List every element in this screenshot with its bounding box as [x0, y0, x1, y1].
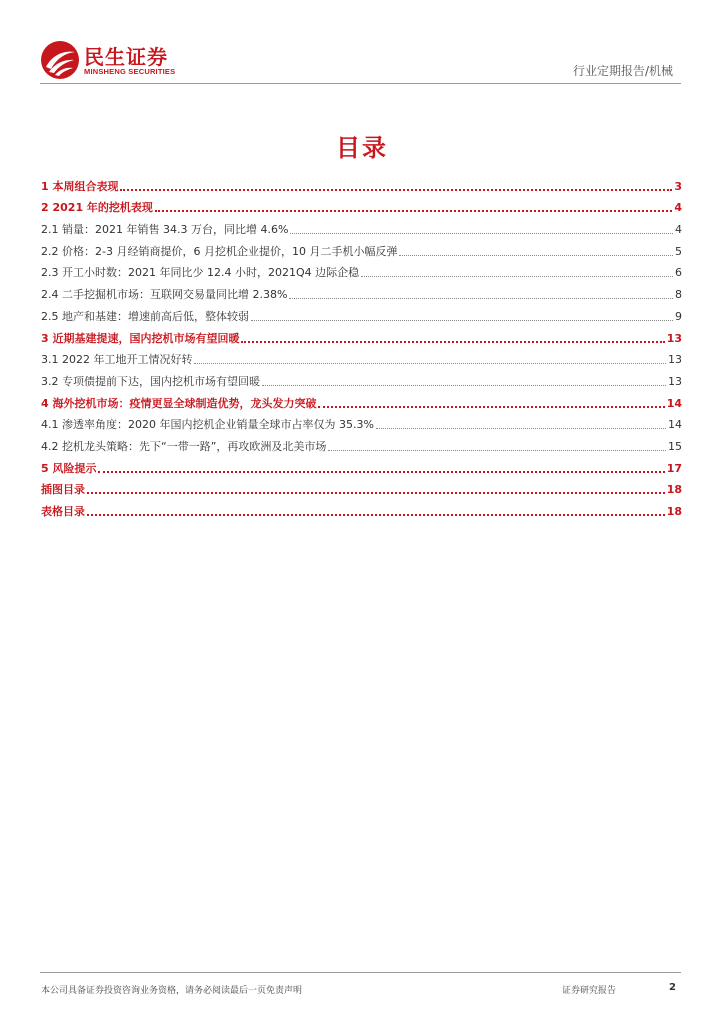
- toc-entry-page: 18: [666, 483, 682, 497]
- toc-entry-subsection[interactable]: [41, 411, 682, 433]
- toc-entry-page: 9: [675, 309, 682, 323]
- toc-entry-section[interactable]: [41, 172, 682, 194]
- toc-entry-title: 3.1 2022 年工地开工情况好转: [41, 353, 193, 367]
- footer-page-number: 2: [669, 982, 676, 993]
- toc-entry-title: 5 风险提示: [41, 461, 97, 475]
- toc-entry-page: 18: [666, 505, 682, 518]
- toc-dot-leader: [289, 298, 673, 299]
- toc-entry-section[interactable]: [41, 476, 682, 498]
- toc-dot-leader: [87, 514, 665, 516]
- logo-english-name: MINSHENG SECURITIES: [84, 67, 176, 76]
- toc-entry-title: 2 2021 年的挖机表现: [41, 201, 153, 215]
- table-of-contents: [41, 172, 682, 519]
- minsheng-logo-icon: [40, 40, 80, 80]
- footer-divider: [40, 972, 681, 973]
- toc-dot-leader: [98, 471, 664, 473]
- toc-entry-page: 6: [675, 266, 682, 280]
- toc-entry-subsection[interactable]: [41, 237, 682, 259]
- toc-entry-subsection[interactable]: [41, 215, 682, 237]
- toc-entry-title: 3.2 专项债提前下达，国内挖机市场有望回暖: [41, 374, 260, 388]
- toc-entry-page: 13: [668, 353, 682, 367]
- toc-dot-leader: [87, 492, 665, 494]
- toc-entry-page: 3: [674, 179, 682, 193]
- toc-entry-page: 17: [666, 461, 682, 475]
- toc-dot-leader: [318, 406, 664, 408]
- toc-entry-page: 4: [675, 223, 682, 237]
- toc-entry-title: 2.3 开工小时数：2021 年同比少 12.4 小时，2021Q4 边际企稳: [41, 266, 360, 280]
- toc-entry-subsection[interactable]: [41, 280, 682, 302]
- toc-dot-leader: [361, 276, 673, 277]
- toc-entry-title: 4.2 挖机龙头策略：先下“一带一路”，再攻欧洲及北美市场: [41, 439, 327, 453]
- toc-entry-title: 2.5 地产和基建：增速前高后低，整体较弱: [41, 309, 249, 323]
- toc-entry-section[interactable]: [41, 389, 682, 411]
- toc-entry-section[interactable]: [41, 194, 682, 216]
- toc-dot-leader: [262, 385, 666, 386]
- toc-title: 目录: [336, 134, 388, 162]
- toc-entry-title: 表格目录: [41, 505, 85, 518]
- toc-entry-page: 8: [675, 288, 682, 302]
- toc-entry-subsection[interactable]: [41, 432, 682, 454]
- toc-entry-section[interactable]: [41, 324, 682, 346]
- footer-doc-type: 证券研究报告: [562, 986, 617, 996]
- toc-entry-page: 4: [674, 201, 682, 215]
- toc-entry-section[interactable]: [41, 454, 682, 476]
- toc-entry-title: 2.2 价格：2-3 月经销商提价，6 月挖机企业提价，10 月二手机小幅反弹: [41, 244, 398, 258]
- toc-dot-leader: [194, 363, 666, 364]
- header-divider: [40, 83, 681, 84]
- toc-entry-page: 14: [668, 418, 682, 432]
- toc-entry-title: 插图目录: [41, 483, 85, 497]
- toc-entry-title: 1 本周组合表现: [41, 179, 119, 193]
- toc-entry-page: 15: [668, 439, 682, 453]
- footer-disclaimer: 本公司具备证券投资咨询业务资格，请务必阅读最后一页免责声明: [41, 986, 303, 996]
- toc-dot-leader: [155, 210, 672, 212]
- toc-dot-leader: [120, 189, 672, 191]
- toc-dot-leader: [328, 450, 666, 451]
- toc-entry-page: 5: [675, 244, 682, 258]
- toc-entry-title: 4 海外挖机市场：疫情更显全球制造优势，龙头发力突破: [41, 396, 317, 410]
- toc-dot-leader: [376, 428, 666, 429]
- toc-entry-title: 2.1 销量：2021 年销售 34.3 万台，同比增 4.6%: [41, 223, 289, 237]
- toc-dot-leader: [290, 233, 673, 234]
- toc-entry-subsection[interactable]: [41, 346, 682, 368]
- toc-entry-subsection[interactable]: [41, 367, 682, 389]
- toc-entry-subsection[interactable]: [41, 259, 682, 281]
- page-header: [40, 38, 681, 84]
- toc-entry-title: 3 近期基建提速，国内挖机市场有望回暖: [41, 331, 240, 345]
- report-type-label: 行业定期报告/机械: [572, 64, 673, 78]
- toc-entry-page: 14: [666, 396, 682, 410]
- toc-entry-title: 4.1 渗透率角度：2020 年国内挖机企业销量全球市占率仅为 35.3%: [41, 418, 374, 432]
- toc-dot-leader: [241, 341, 664, 343]
- toc-dot-leader: [399, 255, 673, 256]
- toc-entry-page: 13: [666, 331, 682, 345]
- logo-chinese-name: 民生证券: [84, 45, 168, 69]
- toc-entry-subsection[interactable]: [41, 302, 682, 324]
- toc-entry-section[interactable]: [41, 497, 682, 519]
- toc-entry-page: 13: [668, 374, 682, 388]
- minsheng-logo: [40, 38, 180, 82]
- toc-entry-title: 2.4 二手挖掘机市场：互联网交易量同比增 2.38%: [41, 288, 288, 302]
- toc-dot-leader: [251, 320, 673, 321]
